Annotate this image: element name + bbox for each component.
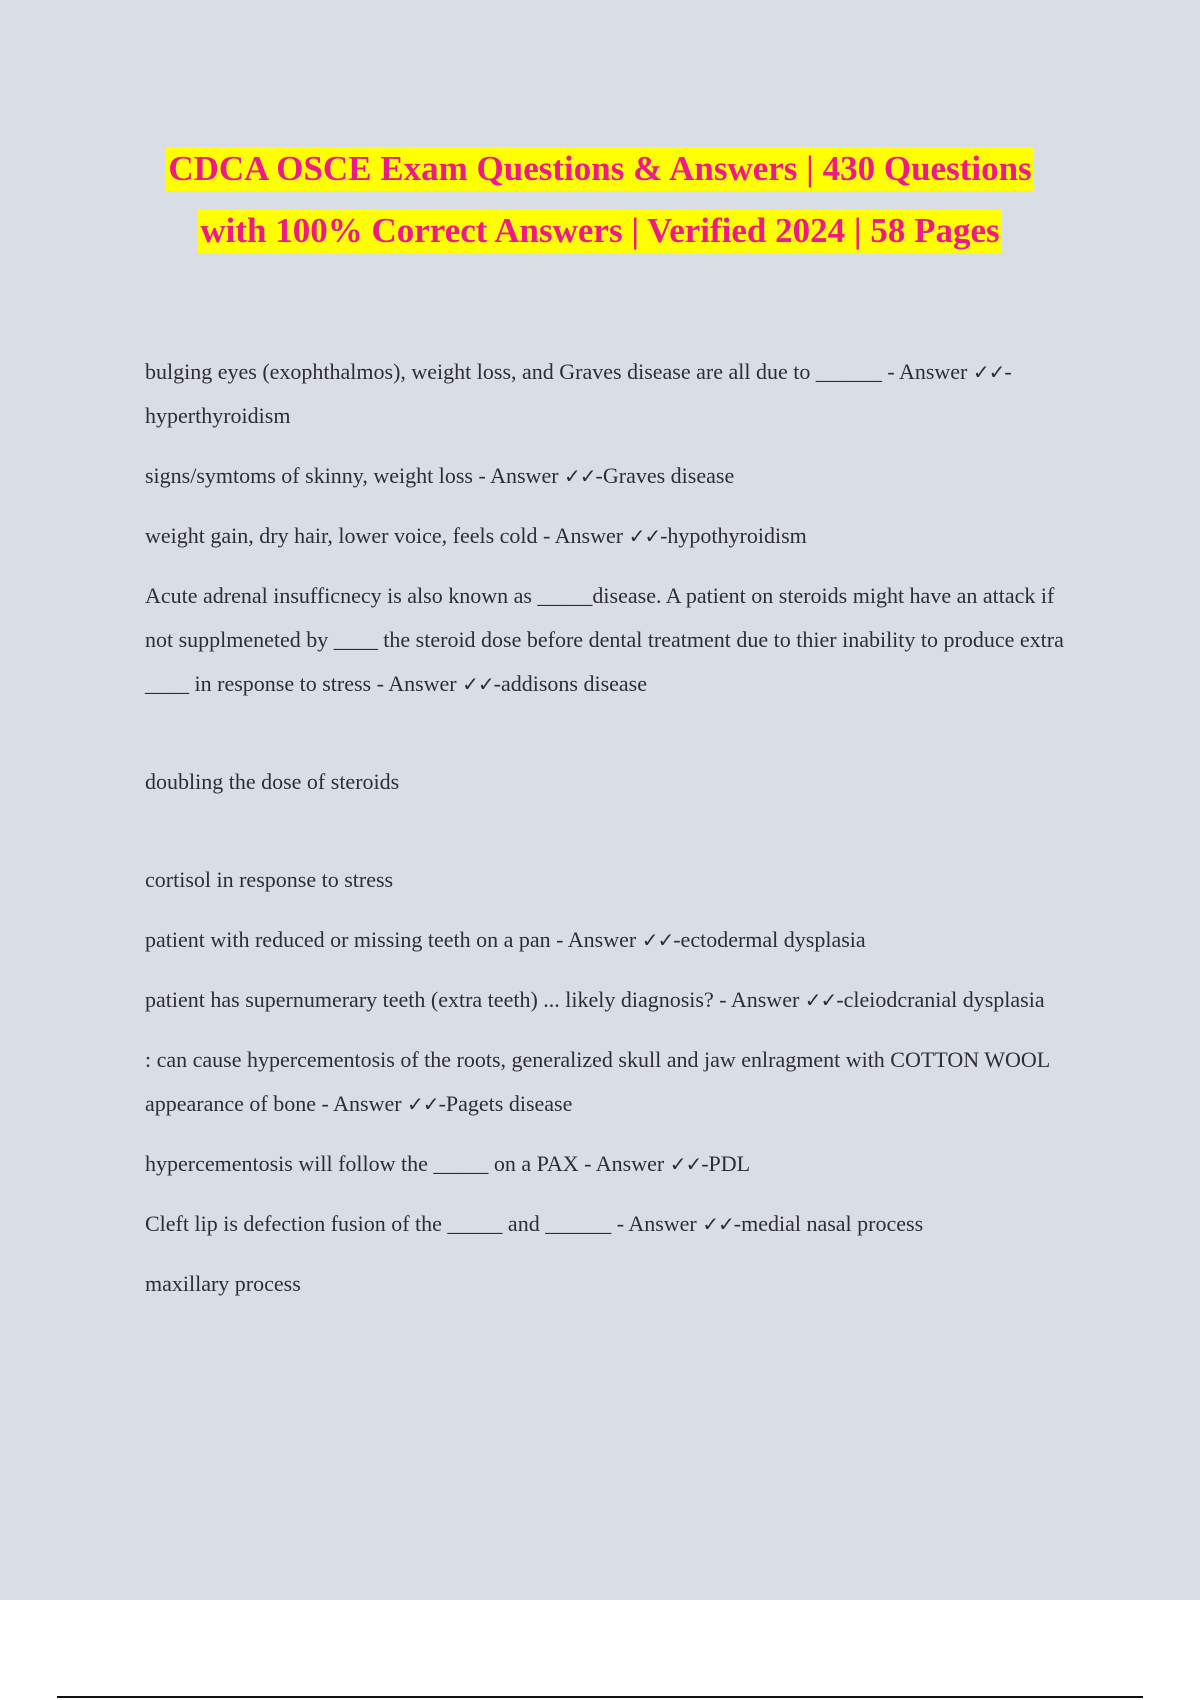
question-text: Cleft lip is defection fusion of the _____ and ______ - Answer [145,1211,703,1236]
question-text: signs/symtoms of skinny, weight loss - Answer [145,463,565,488]
qa-item-1 [145,350,1070,438]
question-text: patient has supernumerary teeth (extra teeth) ... likely diagnosis? - Answer [145,987,805,1012]
qa-item-2 [145,454,1070,498]
answer-text: -Pagets disease [438,1091,573,1116]
double-check-icon: ✓✓ [669,1152,702,1176]
title-line-1: CDCA OSCE Exam Questions & Answers | 430 Questions [166,147,1033,191]
answer-text: -medial nasal process [733,1211,924,1236]
document-title [0,138,1200,262]
question-text: hypercementosis will follow the _____ on a PAX - Answer [145,1151,670,1176]
double-check-icon: ✓✓ [804,988,837,1012]
answer-text: -hypothyroidism [660,523,807,548]
answer-continuation-1: doubling the dose of steroids [145,769,400,794]
question-text: weight gain, dry hair, lower voice, feels cold - Answer [145,523,629,548]
qa-item-8 [145,1142,1070,1186]
double-check-icon: ✓✓ [407,1092,439,1116]
answer-continuation-2: cortisol in response to stress [145,867,394,892]
question-text: Acute adrenal insufficnecy is also known as _____disease. A patient on steroids might have an attack if not supplmeneted by ____ the steroid dose before dental treatment due to thier inability to produce extra ____ in response to stress - Answer [145,583,1064,696]
double-check-icon: ✓✓ [641,928,674,952]
qa-content [145,350,1070,1322]
answer-continuation-3: maxillary process [145,1271,301,1296]
double-check-icon: ✓✓ [462,672,494,696]
qa-item-9 [145,1202,1070,1246]
double-check-icon: ✓✓ [702,1212,734,1236]
answer-text: -cleiodcranial dysplasia [836,987,1045,1012]
question-text: patient with reduced or missing teeth on a pan - Answer [145,927,642,952]
qa-item-7 [145,1038,1070,1126]
qa-item-4 [145,574,1070,706]
qa-item-6 [145,978,1070,1022]
answer-text: -PDL [701,1151,751,1176]
question-text: bulging eyes (exophthalmos), weight loss, and Graves disease are all due to ______ - Answer [145,359,973,384]
double-check-icon: ✓✓ [564,464,596,488]
answer-text: -hyperthyroidism [145,359,1012,428]
answer-text: -Graves disease [595,463,735,488]
question-text: : can cause hypercementosis of the roots, generalized skull and jaw enlragment with COTTON WOOL appearance of bone - Answer [145,1047,1050,1116]
double-check-icon: ✓✓ [628,524,661,548]
answer-text: -ectodermal dysplasia [673,927,866,952]
footer-divider [57,1696,1143,1698]
title-line-2: with 100% Correct Answers | Verified 2024 | 58 Pages [198,209,1001,253]
qa-item-3 [145,514,1070,558]
double-check-icon: ✓✓ [972,360,1005,384]
qa-item-5 [145,918,1070,962]
answer-text: -addisons disease [493,671,648,696]
